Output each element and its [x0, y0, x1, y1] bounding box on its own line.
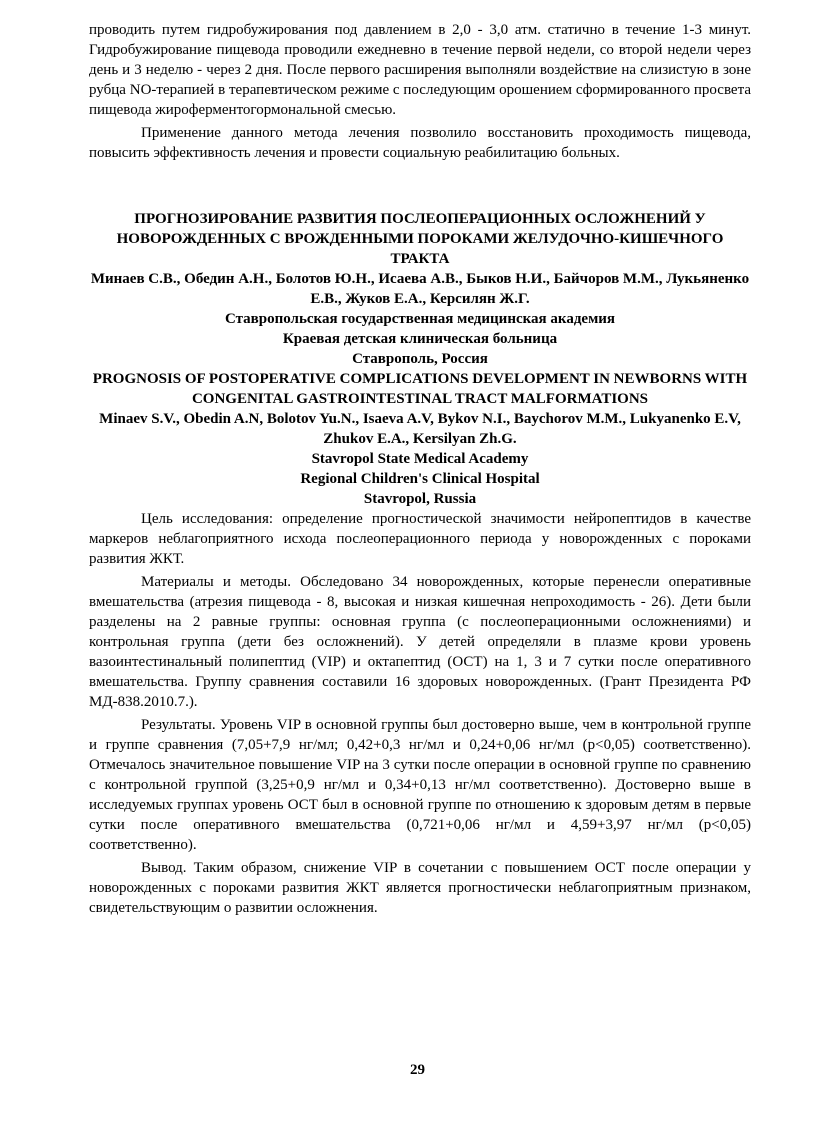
en-affiliation-city: Stavropol, Russia: [363, 491, 477, 507]
ru-title: ПРОГНОЗИРОВАНИЕ РАЗВИТИЯ ПОСЛЕОПЕРАЦИОННЫХ ОСЛОЖНЕНИЙ У НОВОРОЖДЕННЫХ С ВРОЖДЕННЫМИ ПОРОКАМИ ЖЕЛУДОЧНО-КИШЕЧНОГО ТРАКТА: [116, 211, 724, 267]
ru-authors: Минаев С.В., Обедин А.Н., Болотов Ю.Н., Исаева А.В., Быков Н.И., Байчоров М.М., Лукьяненко Е.В., Жуков Е.А., Керсилян Ж.Г.: [90, 271, 750, 307]
intro-paragraph-2: Применение данного метода лечения позволило восстановить проходимость пищевода, повысить эффективность лечения и провести социальную реабилитацию больных.: [89, 125, 751, 161]
body-paragraph-conclusion: Вывод. Таким образом, снижение VIP в сочетании с повышением ОСТ после операции у новорожденных с пороками развития ЖКТ является прогностически неблагоприятным признаком, свидетельствующим о развитии осложнения.: [89, 860, 751, 916]
en-authors: Minaev S.V., Obedin A.N, Bolotov Yu.N., Isaeva A.V, Bykov N.I., Baychorov M.M., Lukyanenko E.V, Zhukov E.A., Kersilyan Zh.G.: [99, 411, 741, 447]
page-number: 29: [410, 1062, 425, 1078]
body-paragraph-aim: Цель исследования: определение прогностической значимости нейропептидов в качестве маркеров неблагоприятного исхода послеоперационного периода у новорожденных с пороками развития ЖКТ.: [89, 511, 751, 567]
page: [89, 20, 751, 918]
ru-affiliation-city: Ставрополь, Россия: [352, 351, 488, 367]
en-affiliation-academy: Stavropol State Medical Academy: [311, 451, 529, 467]
en-affiliation-hospital: Regional Children's Clinical Hospital: [300, 471, 540, 487]
en-title: PROGNOSIS OF POSTOPERATIVE COMPLICATIONS DEVELOPMENT IN NEWBORNS WITH CONGENITAL GASTROINTESTINAL TRACT MALFORMATIONS: [92, 371, 748, 407]
ru-affiliation-hospital: Краевая детская клиническая больница: [282, 331, 558, 347]
intro-paragraph-1: проводить путем гидробужирования под давлением в 2,0 - 3,0 атм. статично в течение 1-3 минут. Гидробужирование пищевода проводили ежедневно в течение первой недели, со второй недели через день и 3 неделю - через 2 дня. После первого расширения выполняли воздействие на слизистую в зоне рубца NO-терапией в терапевтическом режиме с последующим орошением сформированного просвета пищевода жироферментогормональной смесью.: [89, 22, 751, 118]
body-paragraph-methods: Материалы и методы. Обследовано 34 новорожденных, которые перенесли оперативные вмешательства (атрезия пищевода - 8, высокая и низкая кишечная непроходимость - 26). Дети были разделены на 2 равные группы: основная группа (с послеоперационными осложнениями) и контрольная группа (дети без осложнений). У детей определяли в плазме крови уровень вазоинтестинальный полипептид (VIP) и октапептид (ОСТ) на 1, 3 и 7 сутки после оперативного вмешательства. Группу сравнения составили 16 здоровых новорожденных. (Грант Президента РФ МД-838.2010.7.).: [89, 574, 751, 710]
body-paragraph-results: Результаты. Уровень VIP в основной группы был достоверно выше, чем в контрольной группе и группе сравнения (7,05+7,9 нг/мл; 0,42+0,3 нг/мл и 0,24+0,06 нг/мл (р<0,05) соответственно). Отмечалось значительное повышение VIP на 3 сутки после операции в основной группе по сравнению с контрольной группой (3,25+0,9 нг/мл и 0,34+0,13 нг/мл соответственно). Достоверно выше в исследуемых группах уровень ОСТ был в основной группе по отношению к здоровым детям в первые сутки после оперативного вмешательства (0,721+0,06 нг/мл и 4,59+3,97 нг/мл (р<0,05) соответственно).: [89, 717, 751, 853]
ru-affiliation-academy: Ставропольская государственная медицинская академия: [224, 311, 616, 327]
